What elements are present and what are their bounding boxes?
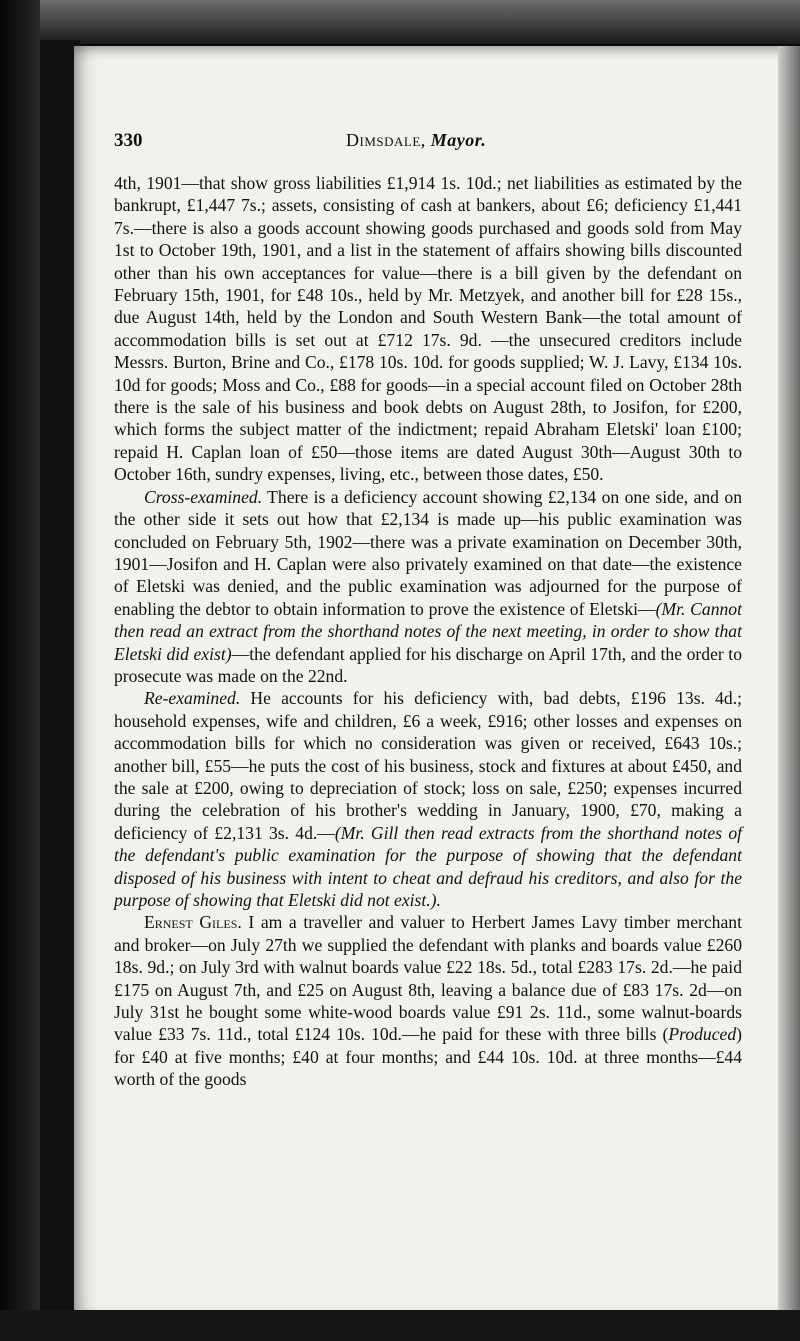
paragraph-2-text-a: There is a deficiency account showing £2,134 on one side, and on the other side it sets out how that £2,134 is made up—his public examination was concluded on February 5th, 1902—there was a private examination on December 30th, 1901—Josifon and H. Caplan were also privately examined on that date—the existence of Eletski was denied, and the public examination was adjourned for the purpose of enabling the debtor to obtain information to prove the existence of Eletski— [114, 486, 742, 619]
scan-bottom-border [0, 1310, 800, 1341]
running-head-name: Dimsdale, [346, 130, 426, 150]
running-head [346, 130, 486, 151]
page-number: 330 [114, 130, 143, 151]
paragraph-3-italic: (Mr. Gill then read extracts from the shorthand notes of the defendant's public examination for the purpose of showing that the defendant disposed of his business with intent to cheat and defraud his creditors, and also for the purpose of showing that Eletski did not exist.). [114, 822, 743, 910]
paragraph-2-italic: (Mr. Cannot then read an extract from the shorthand notes of the next meeting, in order to show that Eletski did exist) [114, 598, 742, 664]
paragraph-2 [114, 486, 742, 688]
paragraph-4-text-a: I am a traveller and valuer to Herbert James Lavy timber merchant and broker—on July 27th we supplied the defendant with planks and boards value £260 18s. 9d.; on July 3rd with walnut boards value £22 18s. 5d., total £283 17s. 2d.—he paid £175 on August 7th, and £25 on August 8th, leaving a balance due of £83 17s. 2d—on July 31st he bought some white-wood boards value £91 2s. 11d., some walnut-boards value £33 7s. 11d., total £124 10s. 10d.—he paid for these with three bills ( [114, 912, 742, 1045]
running-head-title: Mayor. [430, 130, 487, 150]
paragraph-3 [114, 687, 742, 911]
paragraph-4-text-b: ) for £40 at five months; £40 at four months; and £44 10s. 10d. at three months—£44 worth of the goods [114, 1024, 742, 1090]
paragraph-4 [114, 911, 742, 1090]
paragraph-3-text-a: He accounts for his deficiency with, bad debts, £196 13s. 4d.; household expenses, wife and children, £6 a week, £916; other losses and expenses on accommodation bills for which no consideration was given or received, £643 10s.; another bill, £55—he puts the cost of his business, stock and fixtures at about £450, and the sale at £200, owing to depreciation of stock; loss on sale, £250; expenses incurred during the celebration of his brother's wedding in January, 1900, £70, making a deficiency of £2,131 3s. 4d.— [114, 688, 742, 843]
page-header [108, 130, 748, 160]
book-spine [0, 0, 40, 1341]
page-right-edge [778, 46, 800, 1314]
paragraph-1: 4th, 1901—that show gross liabilities £1,914 1s. 10d.; net liabilities as estimated by the bankrupt, £1,447 7s.; assets, consisting of cash at bankers, about £6; deficiency £1,441 7s.—there is also a goods account showing goods purchased and goods sold from May 1st to October 19th, 1901, and a list in the statement of affairs showing bills discounted other than his own acceptances for value—there is a bill given by the defendant on February 15th, 1901, for £48 10s., held by Mr. Metzyek, and another bill for £28 15s., due August 14th, held by the London and South Western Bank—the total amount of accommodation bills is set out at £712 17s. 9d. —the unsecured creditors include Messrs. Burton, Brine and Co., £178 10s. 10d. for goods supplied; W. J. Lavy, £134 10s. 10d for goods; Moss and Co., £88 for goods—in a special account filed on October 28th there is the sale of his business and book debts on August 28th, to Josifon, for £200, which forms the subject matter of the indictment; repaid Abraham Eletski' loan £100; repaid H. Caplan loan of £50—those items are dated August 30th—August 30th to October 16th, sundry expenses, living, etc., between those dates, £50. [114, 173, 742, 485]
witness-name: Ernest Giles. [144, 912, 242, 933]
paragraph-2-text-b: —the defendant applied for his discharge on April 17th, and the order to prosecute was made on the 22nd. [114, 643, 742, 686]
cross-examined-label: Cross-examined. [144, 486, 263, 507]
re-examined-label: Re-examined. [144, 688, 241, 709]
body-text [114, 172, 742, 1091]
paragraph-4-italic: Produced [668, 1024, 737, 1045]
scan-top-border [0, 0, 800, 44]
